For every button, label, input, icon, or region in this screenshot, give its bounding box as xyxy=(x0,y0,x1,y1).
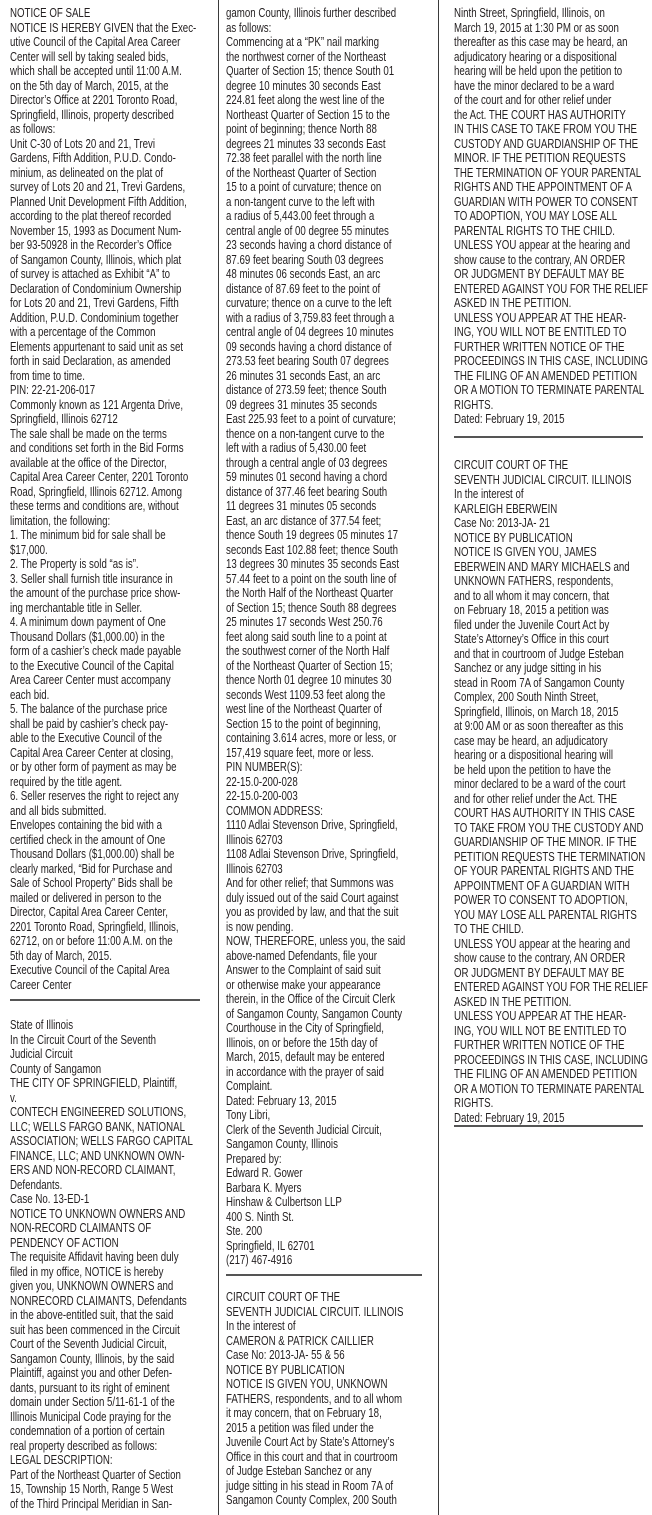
text-line: on the 5th day of March, 2015, at the xyxy=(10,78,169,93)
text-line: central angle of 00 degree 55 minutes xyxy=(226,223,389,238)
text-line: LEGAL DESCRIPTION: xyxy=(10,1453,113,1467)
text-line: dants, pursuant to its right of eminent xyxy=(10,1380,170,1395)
text-line: required by the title agent. xyxy=(10,774,123,789)
text-line: clearly marked, “Bid for Purchase and xyxy=(10,861,173,876)
text-line: above-named Defendants, file your xyxy=(226,948,377,963)
text-line: East, an arc distance of 377.54 feet; xyxy=(226,513,382,528)
text-line: of Sangamon County, Illinois, which plat xyxy=(10,252,182,267)
text-line: CONTECH ENGINEERED SOLUTIONS, xyxy=(10,1105,187,1119)
text-line: Addition, P.U.D. Condominium together xyxy=(10,310,179,325)
text-line: thereafter as this case may be heard, an xyxy=(454,35,628,49)
text-line: Office in this court and that in courtroom xyxy=(226,1449,398,1464)
text-line: OR A MOTION TO TERMINATE PARENTAL xyxy=(454,1081,645,1096)
text-line: Envelopes containing the bid with a xyxy=(10,818,163,832)
text-line: THE CITY OF SPRINGFIELD, Plaintiff, xyxy=(10,1076,178,1090)
text-line: SEVENTH JUDICIAL CIRCUIT. ILLINOIS xyxy=(226,1304,404,1319)
text-line: given you, UNKNOWN OWNERS and xyxy=(10,1279,174,1293)
text-line: 26 minutes 31 seconds East, an arc xyxy=(226,368,381,383)
notice-divider xyxy=(454,436,643,438)
text-line: 157,419 square feet, more or less. xyxy=(226,745,374,760)
text-line: Judicial Circuit xyxy=(10,1047,73,1061)
text-line: OR A MOTION TO TERMINATE PARENTAL xyxy=(454,383,645,397)
text-line: ENTERED AGAINST YOU FOR THE RELIEF xyxy=(454,281,648,296)
text-line: as follows: xyxy=(10,122,56,136)
text-line: ASKED IN THE PETITION. xyxy=(454,296,572,310)
text-line: as follows: xyxy=(226,20,272,35)
text-line: Hinshaw & Culbertson LLP xyxy=(226,1195,342,1209)
text-line: 1108 Adlai Stevenson Drive, Springfield, xyxy=(226,847,399,861)
text-line: distance of 377.46 feet bearing South xyxy=(226,484,388,499)
text-line: TO TAKE FROM YOU THE CUSTODY AND xyxy=(454,820,644,835)
text-line: survey of Lots 20 and 21, Trevi Gardens, xyxy=(10,180,186,194)
text-line: the North Half of the Northeast Quarter xyxy=(226,586,394,600)
text-line: containing 3.614 acres, more or less, or xyxy=(226,731,397,745)
text-line: THE FILING OF AN AMENDED PETITION xyxy=(454,368,638,383)
text-line: filed in my office, NOTICE is hereby xyxy=(10,1264,164,1279)
text-line: or otherwise make your appearance xyxy=(226,977,381,992)
text-line: certified check in the amount of One xyxy=(10,832,166,847)
text-line: v. xyxy=(10,1090,17,1105)
text-line: In the interest of xyxy=(226,1319,296,1333)
text-line: PARENTAL RIGHTS TO THE CHILD. xyxy=(454,223,615,238)
text-line: with a radius of 3,759.83 feet through a xyxy=(226,310,395,325)
text-line: Answer to the Complaint of said suit xyxy=(226,963,381,977)
text-line: Planned Unit Development Fifth Addition, xyxy=(10,194,187,209)
text-line: in accordance with the prayer of said xyxy=(226,1064,384,1079)
text-line: The sale shall be made on the terms xyxy=(10,426,167,441)
text-line: Tony Libri, xyxy=(226,1108,271,1122)
text-line: Sale of School Property” Bids shall be xyxy=(10,876,173,890)
text-line: utive Council of the Capital Area Career xyxy=(10,35,181,49)
text-line: 1. The minimum bid for sale shall be xyxy=(10,528,166,542)
text-line: with a percentage of the Common xyxy=(10,325,156,339)
text-line: Case No: 2013-JA- 21 xyxy=(454,516,550,530)
text-line: Springfield, Illinois, property described xyxy=(10,107,174,122)
text-line: hearing will be held upon the petition to xyxy=(454,64,623,78)
text-line: Area Career Center must accompany xyxy=(10,673,171,687)
text-line: Section 15 to the point of beginning, xyxy=(226,716,381,731)
text-line: mailed or delivered in person to the xyxy=(10,890,162,905)
text-line: case may be heard, an adjudicatory xyxy=(454,733,608,748)
text-line: 5. The balance of the purchase price xyxy=(10,702,168,716)
text-line: NOTICE BY PUBLICATION xyxy=(454,530,573,545)
text-line: THE FILING OF AN AMENDED PETITION xyxy=(454,1067,638,1081)
text-line: and conditions set forth in the Bid Forms xyxy=(10,441,184,455)
text-line: distance of 87.69 feet to the point of xyxy=(226,281,381,296)
text-line: on February 18, 2015 a petition was xyxy=(454,603,609,617)
text-line: hearing or a dispositional hearing will xyxy=(454,748,614,762)
notice-divider xyxy=(454,1125,643,1127)
text-line: OR JUDGMENT BY DEFAULT MAY BE xyxy=(454,267,625,281)
text-line: Quarter of Section 15; thence South 01 xyxy=(226,64,395,78)
text-line: Illinois, on or before the 15th day of xyxy=(226,1035,378,1050)
text-line: GUARDIANSHIP OF THE MINOR. IF THE xyxy=(454,835,637,849)
text-line: COURT HAS AUTHORITY IN THIS CASE xyxy=(454,806,635,820)
text-line: And for other relief; that Summons was xyxy=(226,876,394,890)
text-line: PENDENCY OF ACTION xyxy=(10,1235,119,1250)
text-line: condemnation of a portion of certain xyxy=(10,1424,165,1438)
text-line: Part of the Northeast Quarter of Section xyxy=(10,1467,181,1482)
text-line: NOTICE IS GIVEN YOU, UNKNOWN xyxy=(226,1377,388,1391)
text-line: LLC; WELLS FARGO BANK, NATIONAL xyxy=(10,1119,185,1134)
text-line: of Section 15; thence South 88 degrees xyxy=(226,600,397,615)
text-line: 09 degrees 31 minutes 35 seconds xyxy=(226,397,377,412)
text-line: of the Northeast Quarter of Section 15; xyxy=(226,658,393,673)
text-line: UNLESS YOU APPEAR AT THE HEAR- xyxy=(454,1009,627,1023)
text-line: Thousand Dollars ($1,000.00) in the xyxy=(10,629,165,644)
text-line: TO THE CHILD. xyxy=(454,922,524,936)
text-line: form of a cashier’s check made payable xyxy=(10,644,182,658)
text-line: UNLESS YOU APPEAR AT THE HEAR- xyxy=(454,310,627,325)
text-line: Clerk of the Seventh Judicial Circuit, xyxy=(226,1122,382,1137)
text-line: Illinois Municipal Code praying for the xyxy=(10,1409,172,1424)
text-line: UNLESS YOU appear at the hearing and xyxy=(454,936,631,951)
text-line: Barbara K. Myers xyxy=(226,1180,302,1195)
text-line: NOTICE IS GIVEN YOU, JAMES xyxy=(454,545,597,559)
text-line: RIGHTS. xyxy=(454,1096,494,1110)
text-line: County of Sangamon xyxy=(10,1061,102,1076)
text-line: ASKED IN THE PETITION. xyxy=(454,994,572,1009)
text-line: domain under Section 5/11-61-1 of the xyxy=(10,1395,175,1409)
text-line: In the interest of xyxy=(454,487,524,501)
text-line: gamon County, Illinois further described xyxy=(226,6,397,20)
text-line: Case No: 2013-JA- 55 & 56 xyxy=(226,1348,345,1362)
text-line: Dated: February 13, 2015 xyxy=(226,1093,337,1108)
text-line: NONRECORD CLAIMANTS, Defendants xyxy=(10,1293,187,1308)
text-line: IN THIS CASE TO TAKE FROM YOU THE xyxy=(454,122,638,136)
text-line: Complaint. xyxy=(226,1079,273,1093)
text-line: 59 minutes 01 second having a chord xyxy=(226,470,388,484)
text-line: curvature; thence on a curve to the left xyxy=(226,296,392,310)
text-line: and for other relief under the Act. THE xyxy=(454,791,618,806)
text-line: Director, Capital Area Career Center, xyxy=(10,905,168,919)
text-line: a radius of 5,443.00 feet through a xyxy=(226,209,375,223)
text-line: thence on a non-tangent curve to the xyxy=(226,426,385,441)
text-line: Capital Area Career Center at closing, xyxy=(10,745,174,760)
text-line: CAMERON & PATRICK CAILLIER xyxy=(226,1333,374,1348)
text-line: central angle of 04 degrees 10 minutes xyxy=(226,325,394,339)
text-line: left with a radius of 5,430.00 feet xyxy=(226,441,367,455)
text-line: Juvenile Court Act by State’s Attorney’s xyxy=(226,1435,395,1449)
text-line: ber 93-50928 in the Recorder’s Office xyxy=(10,238,172,252)
text-line: Dated: February 19, 2015 xyxy=(454,412,565,426)
text-line: available at the office of the Director, xyxy=(10,455,167,470)
text-line: CIRCUIT COURT OF THE xyxy=(454,458,569,472)
text-line: FATHERS, respondents, and to all whom xyxy=(226,1391,403,1406)
text-line: 15 to a point of curvature; thence on xyxy=(226,180,382,194)
text-line: (217) 467-4916 xyxy=(226,1253,293,1267)
text-line: 11 degrees 31 minutes 05 seconds xyxy=(226,499,377,513)
text-line: RIGHTS AND THE APPOINTMENT OF A xyxy=(454,180,633,194)
text-line: The requisite Affidavit having been duly xyxy=(10,1250,179,1264)
text-line: November 15, 1993 as Document Num- xyxy=(10,223,182,238)
text-line: Illinois 62703 xyxy=(226,861,283,876)
text-line: minor declared to be a ward of the court xyxy=(454,777,626,791)
text-line: 224.81 feet along the west line of the xyxy=(226,93,385,107)
text-line: 2015 a petition was filed under the xyxy=(226,1420,374,1435)
text-line: and all bids submitted. xyxy=(10,803,107,818)
text-line: Road, Springfield, Illinois 62712. Among xyxy=(10,484,182,499)
text-line: Declaration of Condominium Ownership xyxy=(10,281,182,296)
text-line: NON-RECORD CLAIMANTS OF xyxy=(10,1221,152,1235)
text-line: Gardens, Fifth Addition, P.U.D. Condo- xyxy=(10,151,176,165)
text-line: Executive Council of the Capital Area xyxy=(10,963,170,977)
text-line: a non-tangent curve to the left with xyxy=(226,194,375,209)
eminent-domain-notice xyxy=(10,1018,247,1511)
text-line: limitation, the following: xyxy=(10,513,111,528)
text-line: Defendants. xyxy=(10,1177,63,1192)
text-line: of the court and for other relief under xyxy=(454,93,612,107)
text-line: have the minor declared to be a ward xyxy=(454,78,615,93)
text-line: of the Northeast Quarter of Section xyxy=(226,165,377,180)
text-line: Springfield, IL 62701 xyxy=(226,1238,315,1253)
text-line: 62712, on or before 11:00 A.M. on the xyxy=(10,934,173,948)
text-line: Plaintiff, against you and other Defen- xyxy=(10,1366,173,1380)
notice-divider xyxy=(226,1274,422,1276)
text-line: 09 seconds having a chord distance of xyxy=(226,339,392,354)
text-line: each bid. xyxy=(10,687,50,702)
text-line: or by other form of payment as may be xyxy=(10,760,177,774)
text-line: Northeast Quarter of Section 15 to the xyxy=(226,107,390,122)
text-line: EBERWEIN AND MARY MICHAELS and xyxy=(454,559,630,574)
text-line: of Judge Esteban Sanchez or any xyxy=(226,1464,372,1478)
text-line: show cause to the contrary, AN ORDER xyxy=(454,252,626,267)
text-line: 1110 Adlai Stevenson Drive, Springfield, xyxy=(226,818,398,832)
text-line: Ninth Street, Springfield, Illinois, on xyxy=(454,6,605,20)
text-line: at 9:00 AM or as soon thereafter as this xyxy=(454,719,624,733)
text-line: March, 2015, default may be entered xyxy=(226,1050,385,1064)
text-line: 22-15.0-200-028 xyxy=(226,774,298,789)
text-line: 2201 Toronto Road, Springfield, Illinois, xyxy=(10,919,179,934)
text-line: FURTHER WRITTEN NOTICE OF THE xyxy=(454,339,625,354)
text-line: thence North 01 degree 10 minutes 30 xyxy=(226,673,392,687)
text-line: Commencing at a “PK” nail marking xyxy=(226,35,380,49)
text-line: CUSTODY AND GUARDIANSHIP OF THE xyxy=(454,136,639,151)
text-line: suit has been commenced in the Circuit xyxy=(10,1322,180,1337)
text-line: POWER TO CONSENT TO ADOPTION, xyxy=(454,893,628,907)
text-line: Sangamon County, Illinois xyxy=(226,1137,338,1151)
text-line: therein, in the Office of the Circuit Clerk xyxy=(226,992,396,1006)
text-line: Case No. 13-ED-1 xyxy=(10,1192,90,1206)
text-line: these terms and conditions are, without xyxy=(10,499,179,513)
text-line: PIN: 22-21-206-017 xyxy=(10,383,96,397)
text-line: 87.69 feet bearing South 03 degrees xyxy=(226,252,384,267)
text-line: ING, YOU WILL NOT BE ENTITLED TO xyxy=(454,325,627,339)
text-line: Sangamon County Complex, 200 South xyxy=(226,1493,397,1507)
text-line: PIN NUMBER(S): xyxy=(226,760,303,774)
text-line: distance of 273.59 feet; thence South xyxy=(226,383,387,397)
text-line: March 19, 2015 at 1:30 PM or as soon xyxy=(454,20,619,35)
text-line: ING, YOU WILL NOT BE ENTITLED TO xyxy=(454,1023,627,1038)
text-line: of the Third Principal Meridian in San- xyxy=(10,1496,173,1511)
text-line: RIGHTS. xyxy=(454,397,494,412)
text-line: duly issued out of the said Court against xyxy=(226,890,399,905)
text-line: according to the plat thereof recorded xyxy=(10,209,172,223)
text-line: Center will sell by taking sealed bids, xyxy=(10,49,169,64)
text-line: be held upon the petition to have the xyxy=(454,762,611,777)
text-line: TO ADOPTION, YOU MAY LOSE ALL xyxy=(454,209,618,223)
text-line: Dated: February 19, 2015 xyxy=(454,1110,565,1125)
text-line: adjudicatory hearing or a dispositional xyxy=(454,49,617,64)
text-line: it may concern, that on February 18, xyxy=(226,1406,382,1420)
text-line: In the Circuit Court of the Seventh xyxy=(10,1032,157,1047)
text-line: Director’s Office at 2201 Toronto Road, xyxy=(10,93,178,107)
text-line: GUARDIAN WITH POWER TO CONSENT xyxy=(454,194,638,209)
text-line: Sanchez or any judge sitting in his xyxy=(454,661,602,675)
text-line: Commonly known as 121 Argenta Drive, xyxy=(10,397,184,412)
text-line: PETITION REQUESTS THE TERMINATION xyxy=(454,849,646,864)
text-line: State’s Attorney’s Office in this court xyxy=(454,632,609,646)
text-line: seconds East 102.88 feet; thence South xyxy=(226,542,398,557)
text-line: real property described as follows: xyxy=(10,1438,158,1453)
text-line: PROCEEDINGS IN THIS CASE, INCLUDING xyxy=(454,1052,648,1067)
text-line: degrees 21 minutes 33 seconds East xyxy=(226,136,386,151)
text-line: Thousand Dollars ($1,000.00) shall be xyxy=(10,847,175,861)
text-line: UNLESS YOU appear at the hearing and xyxy=(454,238,631,252)
text-line: of survey is attached as Exhibit “A” to xyxy=(10,267,171,281)
text-line: NOTICE IS HEREBY GIVEN that the Exec- xyxy=(10,20,197,35)
text-line: Ste. 200 xyxy=(226,1224,263,1238)
text-line: 25 minutes 17 seconds West 250.76 xyxy=(226,615,383,629)
text-line: PROCEEDINGS IN THIS CASE, INCLUDING xyxy=(454,354,648,368)
text-line: Elements appurtenant to said unit as set xyxy=(10,339,184,354)
eberwein-notice xyxy=(454,458,652,1125)
notice-of-sale xyxy=(10,6,252,992)
text-line: 23 seconds having a chord distance of xyxy=(226,238,392,252)
text-line: East 225.93 feet to a point of curvature; xyxy=(226,412,396,426)
text-line: State of Illinois xyxy=(10,1018,74,1032)
text-line: Illinois 62703 xyxy=(226,832,283,847)
text-line: ASSOCIATION; WELLS FARGO CAPITAL xyxy=(10,1134,193,1148)
text-line: OF YOUR PARENTAL RIGHTS AND THE xyxy=(454,864,634,878)
text-line: 5th day of March, 2015. xyxy=(10,948,112,963)
text-line: the southwest corner of the North Half xyxy=(226,644,390,658)
text-line: and that in courtroom of Judge Esteban xyxy=(454,646,624,661)
text-line: through a central angle of 03 degrees xyxy=(226,455,388,470)
text-line: degree 10 minutes 30 seconds East xyxy=(226,78,381,93)
text-line: forth in said Declaration, as amended xyxy=(10,354,171,368)
text-line: APPOINTMENT OF A GUARDIAN WITH xyxy=(454,878,630,893)
text-line: 4. A minimum down payment of One xyxy=(10,615,166,629)
notice-divider xyxy=(10,999,200,1001)
text-line: NOW, THEREFORE, unless you, the said xyxy=(226,934,406,948)
text-line: shall be paid by cashier’s check pay- xyxy=(10,716,169,731)
text-line: minium, as delineated on the plat of xyxy=(10,165,164,180)
text-line: of Sangamon County, Sangamon County xyxy=(226,1006,403,1021)
text-line: you as provided by law, and that the suit xyxy=(226,905,399,919)
text-line: Prepared by: xyxy=(226,1151,282,1166)
text-line: FINANCE, LLC; AND UNKNOWN OWN- xyxy=(10,1148,185,1163)
text-line: KARLEIGH EBERWEIN xyxy=(454,501,558,516)
text-line: the northwest corner of the Northeast xyxy=(226,49,387,64)
text-line: stead in Room 7A of Sangamon County xyxy=(454,675,625,690)
text-line: 400 S. Ninth St. xyxy=(226,1209,294,1224)
caillier-notice xyxy=(226,1290,456,1508)
text-line: seconds West 1109.53 feet along the xyxy=(226,687,386,702)
text-line: 6. Seller reserves the right to reject any xyxy=(10,789,179,803)
caillier-notice-continued xyxy=(454,6,652,427)
text-line: COMMON ADDRESS: xyxy=(226,803,323,818)
text-line: 3. Seller shall furnish title insurance in xyxy=(10,571,173,586)
text-line: 13 degrees 30 minutes 35 seconds East xyxy=(226,557,400,571)
text-line: thence South 19 degrees 05 minutes 17 xyxy=(226,528,398,542)
text-line: the Act. THE COURT HAS AUTHORITY xyxy=(454,107,626,122)
text-line: Edward R. Gower xyxy=(226,1166,303,1180)
text-line: and to all whom it may concern, that xyxy=(454,588,610,603)
text-line: judge sitting in his stead in Room 7A of xyxy=(226,1478,394,1493)
text-line: OR JUDGMENT BY DEFAULT MAY BE xyxy=(454,965,625,980)
text-line: 22-15.0-200-003 xyxy=(226,789,298,803)
text-line: $17,000. xyxy=(10,542,48,557)
text-line: Springfield, Illinois, on March 18, 2015 xyxy=(454,704,619,719)
text-line: CIRCUIT COURT OF THE xyxy=(226,1290,341,1304)
text-line: MINOR. IF THE PETITION REQUESTS xyxy=(454,151,626,165)
text-line: show cause to the contrary, AN ORDER xyxy=(454,951,626,965)
text-line: is now pending. xyxy=(226,919,294,934)
text-line: for Lots 20 and 21, Trevi Gardens, Fifth xyxy=(10,296,179,310)
text-line: 57.44 feet to a point on the south line of xyxy=(226,571,397,586)
text-line: in the above-entitled suit, that the said xyxy=(10,1308,174,1322)
text-line: Career Center xyxy=(10,977,72,992)
text-line: Springfield, Illinois 62712 xyxy=(10,412,118,426)
text-line: ERS AND NON-RECORD CLAIMANT, xyxy=(10,1163,176,1177)
text-line: 15, Township 15 North, Range 5 West xyxy=(10,1482,173,1496)
text-line: filed under the Juvenile Court Act by xyxy=(454,617,610,632)
text-line: 273.53 feet bearing South 07 degrees xyxy=(226,354,389,368)
text-line: SEVENTH JUDICIAL CIRCUIT. ILLINOIS xyxy=(454,472,632,487)
text-line: Court of the Seventh Judicial Circuit, xyxy=(10,1337,167,1351)
text-line: Sangamon County, Illinois, by the said xyxy=(10,1351,175,1366)
text-line: to the Executive Council of the Capital xyxy=(10,658,174,673)
text-line: NOTICE BY PUBLICATION xyxy=(226,1362,345,1377)
text-line: from time to time. xyxy=(10,368,85,383)
text-line: UNKNOWN FATHERS, respondents, xyxy=(454,574,614,588)
text-line: ENTERED AGAINST YOU FOR THE RELIEF xyxy=(454,980,648,994)
text-line: 48 minutes 06 seconds East, an arc xyxy=(226,267,381,281)
text-line: west line of the Northeast Quarter of xyxy=(226,702,382,716)
text-line: which shall be accepted until 11:00 A.M. xyxy=(10,64,182,78)
text-line: able to the Executive Council of the xyxy=(10,731,163,745)
text-line: 2. The Property is sold “as is”. xyxy=(10,557,139,571)
text-line: NOTICE TO UNKNOWN OWNERS AND xyxy=(10,1206,186,1221)
text-line: the amount of the purchase price show- xyxy=(10,586,181,600)
text-line: Complex, 200 South Ninth Street, xyxy=(454,690,599,704)
text-line: THE TERMINATION OF YOUR PARENTAL xyxy=(454,165,642,180)
text-line: point of beginning; thence North 88 xyxy=(226,122,377,136)
text-line: Courthouse in the City of Springfield, xyxy=(226,1021,384,1035)
text-line: feet along said south line to a point at xyxy=(226,629,387,644)
text-line: FURTHER WRITTEN NOTICE OF THE xyxy=(454,1038,625,1052)
text-line: YOU MAY LOSE ALL PARENTAL RIGHTS xyxy=(454,907,637,922)
text-line: 72.38 feet parallel with the north line xyxy=(226,151,382,165)
text-line: Unit C-30 of Lots 20 and 21, Trevi xyxy=(10,136,156,151)
text-line: ing merchantable title in Seller. xyxy=(10,600,143,615)
eminent-domain-notice-continued xyxy=(226,6,459,1268)
text-line: NOTICE OF SALE xyxy=(10,6,91,20)
text-line: Capital Area Career Center, 2201 Toronto xyxy=(10,470,189,484)
